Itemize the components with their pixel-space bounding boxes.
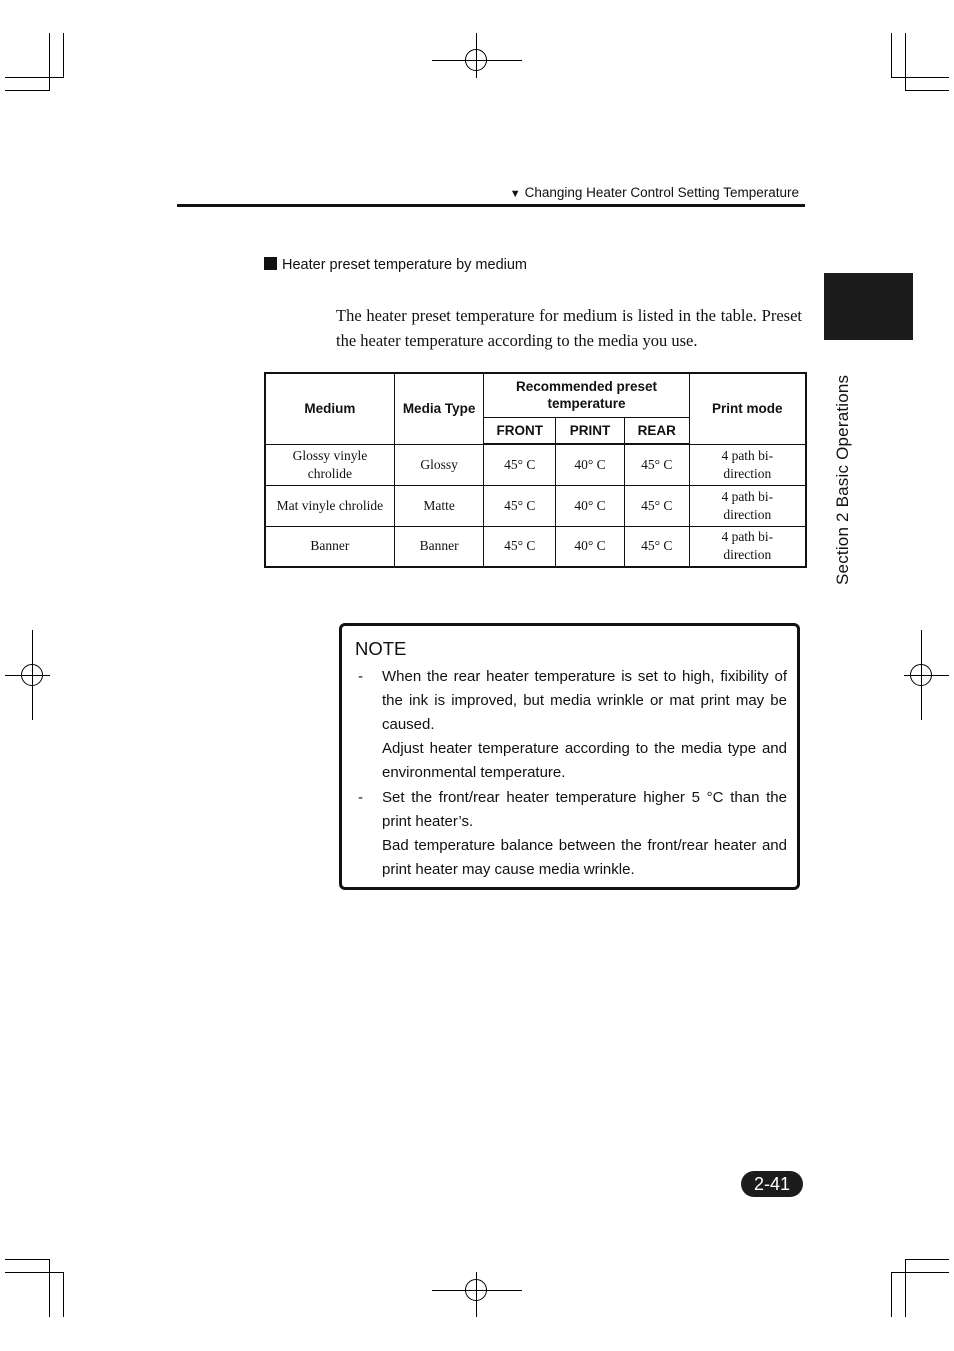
section-tab-label: Section 2 Basic Operations (833, 374, 852, 585)
cell-print-temp: 40° C (556, 444, 625, 485)
crop-mark-line (891, 77, 949, 78)
section-heading (264, 257, 527, 273)
crop-mark-line (905, 1259, 906, 1317)
cell-rear-temp: 45° C (624, 444, 689, 485)
column-header-medium: Medium (265, 373, 394, 444)
cell-print-mode: 4 path bi-direction (689, 526, 806, 567)
cell-print-mode: 4 path bi-direction (689, 444, 806, 485)
crop-mark-line (5, 90, 49, 91)
cell-medium: Banner (265, 526, 394, 567)
crop-mark-line (891, 1272, 949, 1273)
note-text: Adjust heater temperature according to the media type and environmental temperature. (382, 740, 787, 781)
square-bullet-icon (264, 257, 277, 270)
cell-print-temp: 40° C (556, 526, 625, 567)
table-row (265, 444, 806, 485)
column-header-rear: REAR (624, 417, 689, 444)
column-header-front: FRONT (484, 417, 556, 444)
crop-mark-line (905, 1259, 949, 1260)
running-header-text: Changing Heater Control Setting Temperature (524, 185, 799, 200)
note-list (355, 665, 787, 882)
crop-mark-line (63, 33, 64, 78)
cell-front-temp: 45° C (484, 526, 556, 567)
note-item (355, 665, 787, 785)
crop-mark-line (5, 77, 63, 78)
page-number: 2-41 (741, 1171, 803, 1197)
column-header-print: PRINT (556, 417, 625, 444)
cell-print-temp: 40° C (556, 485, 625, 526)
cell-rear-temp: 45° C (624, 485, 689, 526)
crop-mark-line (5, 1259, 49, 1260)
note-text: When the rear heater temperature is set to high, fixibility of the ink is improved, but media wrinkle or mat print may be caused. (382, 668, 787, 733)
column-header-print-mode: Print mode (689, 373, 806, 444)
dash-bullet: - (358, 789, 363, 806)
dash-bullet: - (358, 668, 363, 685)
table-row (265, 526, 806, 567)
crop-mark-line (5, 1272, 63, 1273)
note-text: Set the front/rear heater temperature higher 5 °C than the print heater’s. (382, 789, 787, 830)
crop-mark-line (49, 1259, 50, 1317)
crop-mark-line (891, 33, 892, 78)
cell-medium: Mat vinyle chrolide (265, 485, 394, 526)
table-header-row (265, 373, 806, 417)
cell-front-temp: 45° C (484, 485, 556, 526)
crop-mark-line (905, 33, 906, 91)
table-row (265, 485, 806, 526)
cell-front-temp: 45° C (484, 444, 556, 485)
section-heading-text: Heater preset temperature by medium (282, 257, 527, 273)
column-header-media-type: Media Type (394, 373, 483, 444)
cell-print-mode: 4 path bi-direction (689, 485, 806, 526)
note-item (355, 786, 787, 882)
cell-media-type: Matte (394, 485, 483, 526)
column-header-recommended-temperature: Recommended preset temperature (484, 373, 689, 417)
note-text: Bad temperature balance between the front/rear heater and print heater may cause media wrinkle. (382, 837, 787, 878)
intro-paragraph: The heater preset temperature for medium is listed in the table. Preset the heater temperature according to the media you use. (336, 306, 802, 350)
triangle-down-icon: ▼ (509, 188, 521, 200)
heater-temperature-table (264, 372, 807, 568)
cell-medium: Glossy vinyle chrolide (265, 444, 394, 485)
crop-mark-line (905, 90, 949, 91)
cell-rear-temp: 45° C (624, 526, 689, 567)
running-header (510, 185, 799, 200)
crop-mark-line (49, 33, 50, 91)
cell-media-type: Banner (394, 526, 483, 567)
note-title: NOTE (355, 638, 407, 659)
section-tab-block (824, 273, 913, 340)
cell-media-type: Glossy (394, 444, 483, 485)
crop-mark-line (63, 1272, 64, 1317)
header-rule (177, 204, 805, 207)
crop-mark-line (891, 1272, 892, 1317)
